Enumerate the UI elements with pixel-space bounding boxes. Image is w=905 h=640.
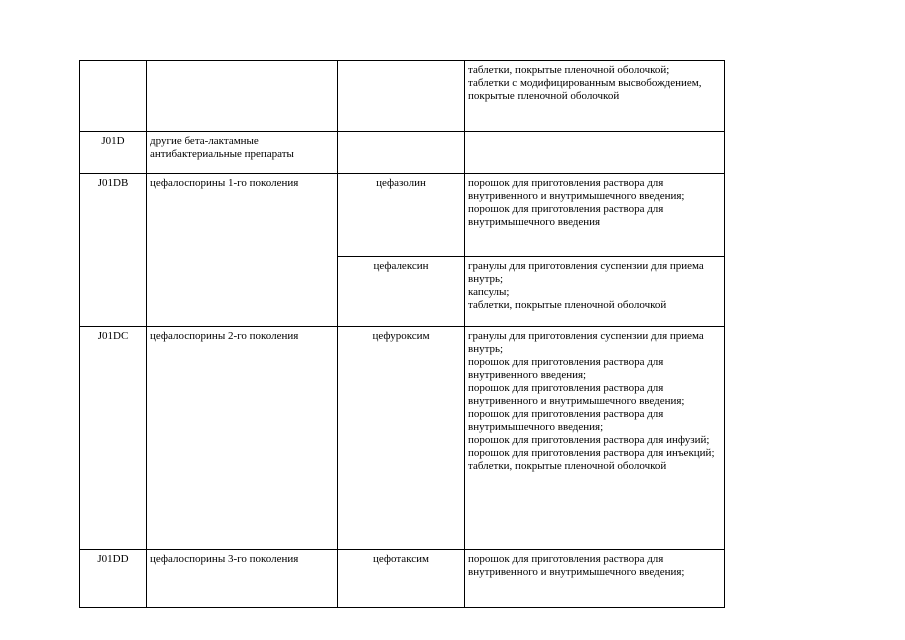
dosage-form: порошок для приготовления раствора для внутривенного и внутримышечного введения; — [468, 553, 685, 578]
drug-name-cell: цефалексин — [338, 257, 465, 327]
table-row — [80, 327, 725, 550]
table-row — [80, 174, 725, 257]
atc-code-cell: J01D — [80, 132, 147, 174]
atc-code-cell: J01DC — [80, 327, 147, 550]
group-name-cell: цефалоспорины 3-го поколения — [147, 550, 338, 608]
dosage-form: порошок для приготовления раствора для внутривенного введения; — [468, 356, 664, 381]
dosage-form: таблетки, покрытые пленочной оболочкой — [468, 460, 667, 472]
drug-name-cell: цефазолин — [338, 174, 465, 257]
group-name-cell: другие бета-лактамные антибактериальные препараты — [147, 132, 338, 174]
drug-name-cell: цефотаксим — [338, 550, 465, 608]
dosage-form: порошок для приготовления раствора для инъекций; — [468, 447, 715, 459]
drug-name-cell — [338, 61, 465, 132]
dosage-form: порошок для приготовления раствора для внутривенного и внутримышечного введения; — [468, 177, 685, 202]
drug-classification-table — [79, 60, 725, 608]
drug-name-cell — [338, 132, 465, 174]
dosage-forms-cell — [465, 174, 725, 257]
dosage-forms-cell — [465, 132, 725, 174]
atc-code-cell — [80, 61, 147, 132]
table-row — [80, 550, 725, 608]
dosage-form: порошок для приготовления раствора для внутримышечного введения — [468, 203, 664, 228]
dosage-form: таблетки, покрытые пленочной оболочкой; — [468, 64, 670, 76]
dosage-form: гранулы для приготовления суспензии для приема внутрь; — [468, 330, 704, 355]
dosage-form: порошок для приготовления раствора для инфузий; — [468, 434, 710, 446]
group-name-cell — [147, 61, 338, 132]
dosage-form: порошок для приготовления раствора для внутривенного и внутримышечного введения; — [468, 382, 685, 407]
dosage-forms-cell — [465, 327, 725, 550]
atc-code-cell: J01DB — [80, 174, 147, 327]
dosage-form: капсулы; — [468, 286, 510, 298]
dosage-forms-cell — [465, 257, 725, 327]
table-row — [80, 61, 725, 132]
group-name-cell: цефалоспорины 2-го поколения — [147, 327, 338, 550]
dosage-form: порошок для приготовления раствора для внутримышечного введения; — [468, 408, 664, 433]
drug-name-cell: цефуроксим — [338, 327, 465, 550]
dosage-form: гранулы для приготовления суспензии для приема внутрь; — [468, 260, 704, 285]
atc-code-cell: J01DD — [80, 550, 147, 608]
group-name-cell: цефалоспорины 1-го поколения — [147, 174, 338, 327]
dosage-form: таблетки с модифицированным высвобождением, покрытые пленочной оболочкой — [468, 77, 702, 102]
dosage-form: таблетки, покрытые пленочной оболочкой — [468, 299, 667, 311]
table-row — [80, 132, 725, 174]
dosage-forms-cell — [465, 61, 725, 132]
dosage-forms-cell — [465, 550, 725, 608]
